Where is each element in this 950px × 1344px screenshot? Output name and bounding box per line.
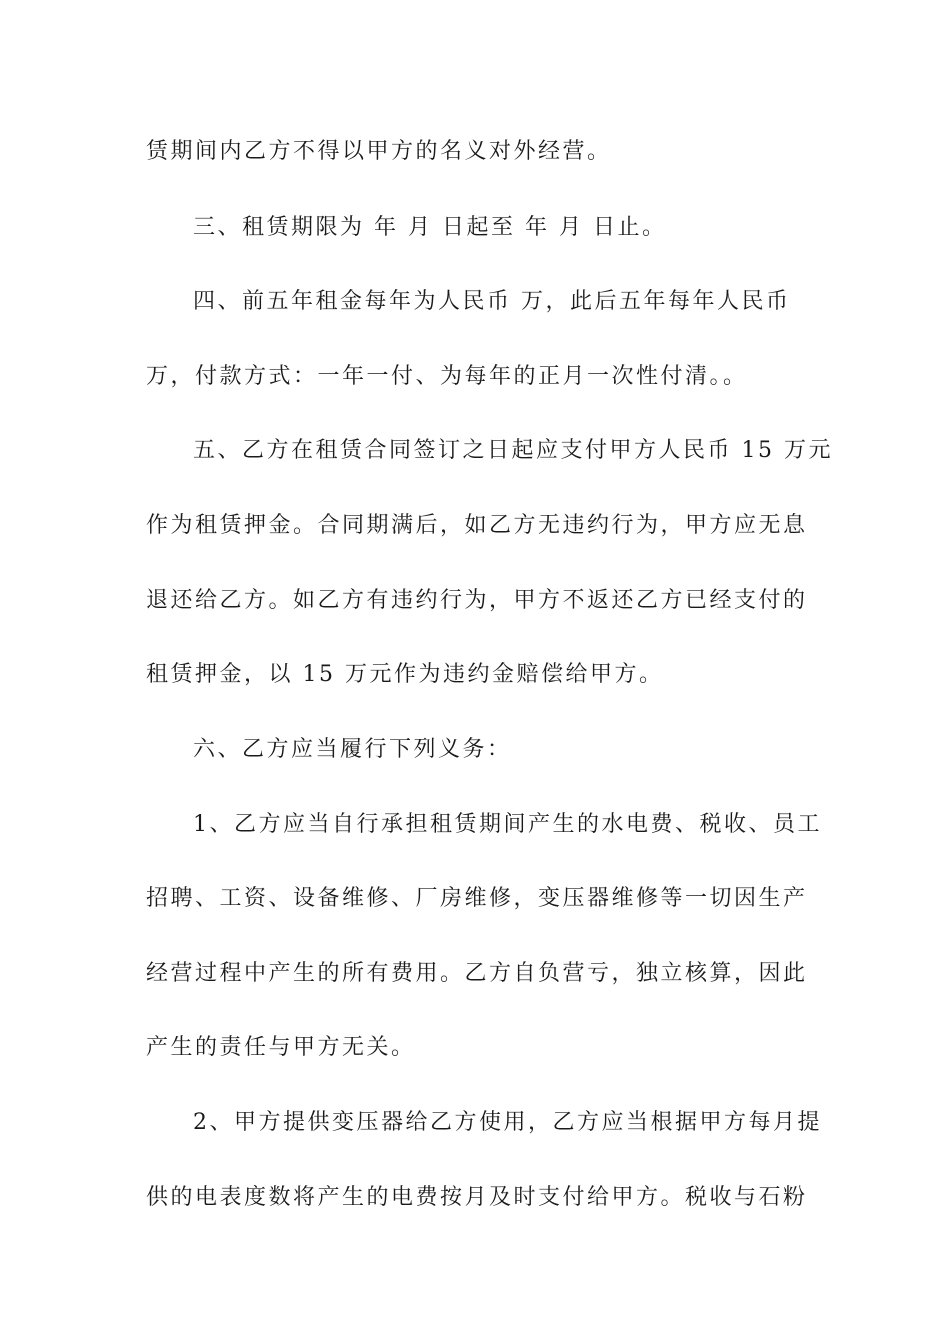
clause-6-obligations: 六、乙方应当履行下列义务：	[193, 737, 512, 762]
item-2-transformer: 2、甲方提供变压器给乙方使用，乙方应当根据甲方每月提	[193, 1110, 822, 1135]
text-line-11: 招聘、工资、设备维修、厂房维修，变压器维修等一切因生产	[146, 886, 808, 911]
text-line-4: 万，付款方式：一年一付、为每年的正月一次性付清。。	[146, 364, 748, 389]
clause-4-rent: 四、前五年租金每年为人民币 万，此后五年每年人民币	[193, 289, 791, 314]
item-1-costs: 1、乙方应当自行承担租赁期间产生的水电费、税收、员工	[193, 812, 822, 837]
clause-3-term: 三、租赁期限为 年 月 日起至 年 月 日止。	[193, 215, 667, 240]
text-line-8: 租赁押金，以 15 万元作为违约金赔偿给甲方。	[146, 662, 664, 687]
clause-5-deposit: 五、乙方在租赁合同签订之日起应支付甲方人民币 15 万元	[193, 438, 833, 463]
text-line-15: 供的电表度数将产生的电费按月及时支付给甲方。税收与石粉	[146, 1185, 808, 1210]
text-line-13: 产生的责任与甲方无关。	[146, 1035, 416, 1060]
text-line-12: 经营过程中产生的所有费用。乙方自负营亏，独立核算，因此	[146, 961, 808, 986]
text-line-7: 退还给乙方。如乙方有违约行为，甲方不返还乙方已经支付的	[146, 588, 808, 613]
text-line-1: 赁期间内乙方不得以甲方的名义对外经营。	[146, 139, 612, 164]
text-line-6: 作为租赁押金。合同期满后，如乙方无违约行为，甲方应无息	[146, 513, 808, 538]
